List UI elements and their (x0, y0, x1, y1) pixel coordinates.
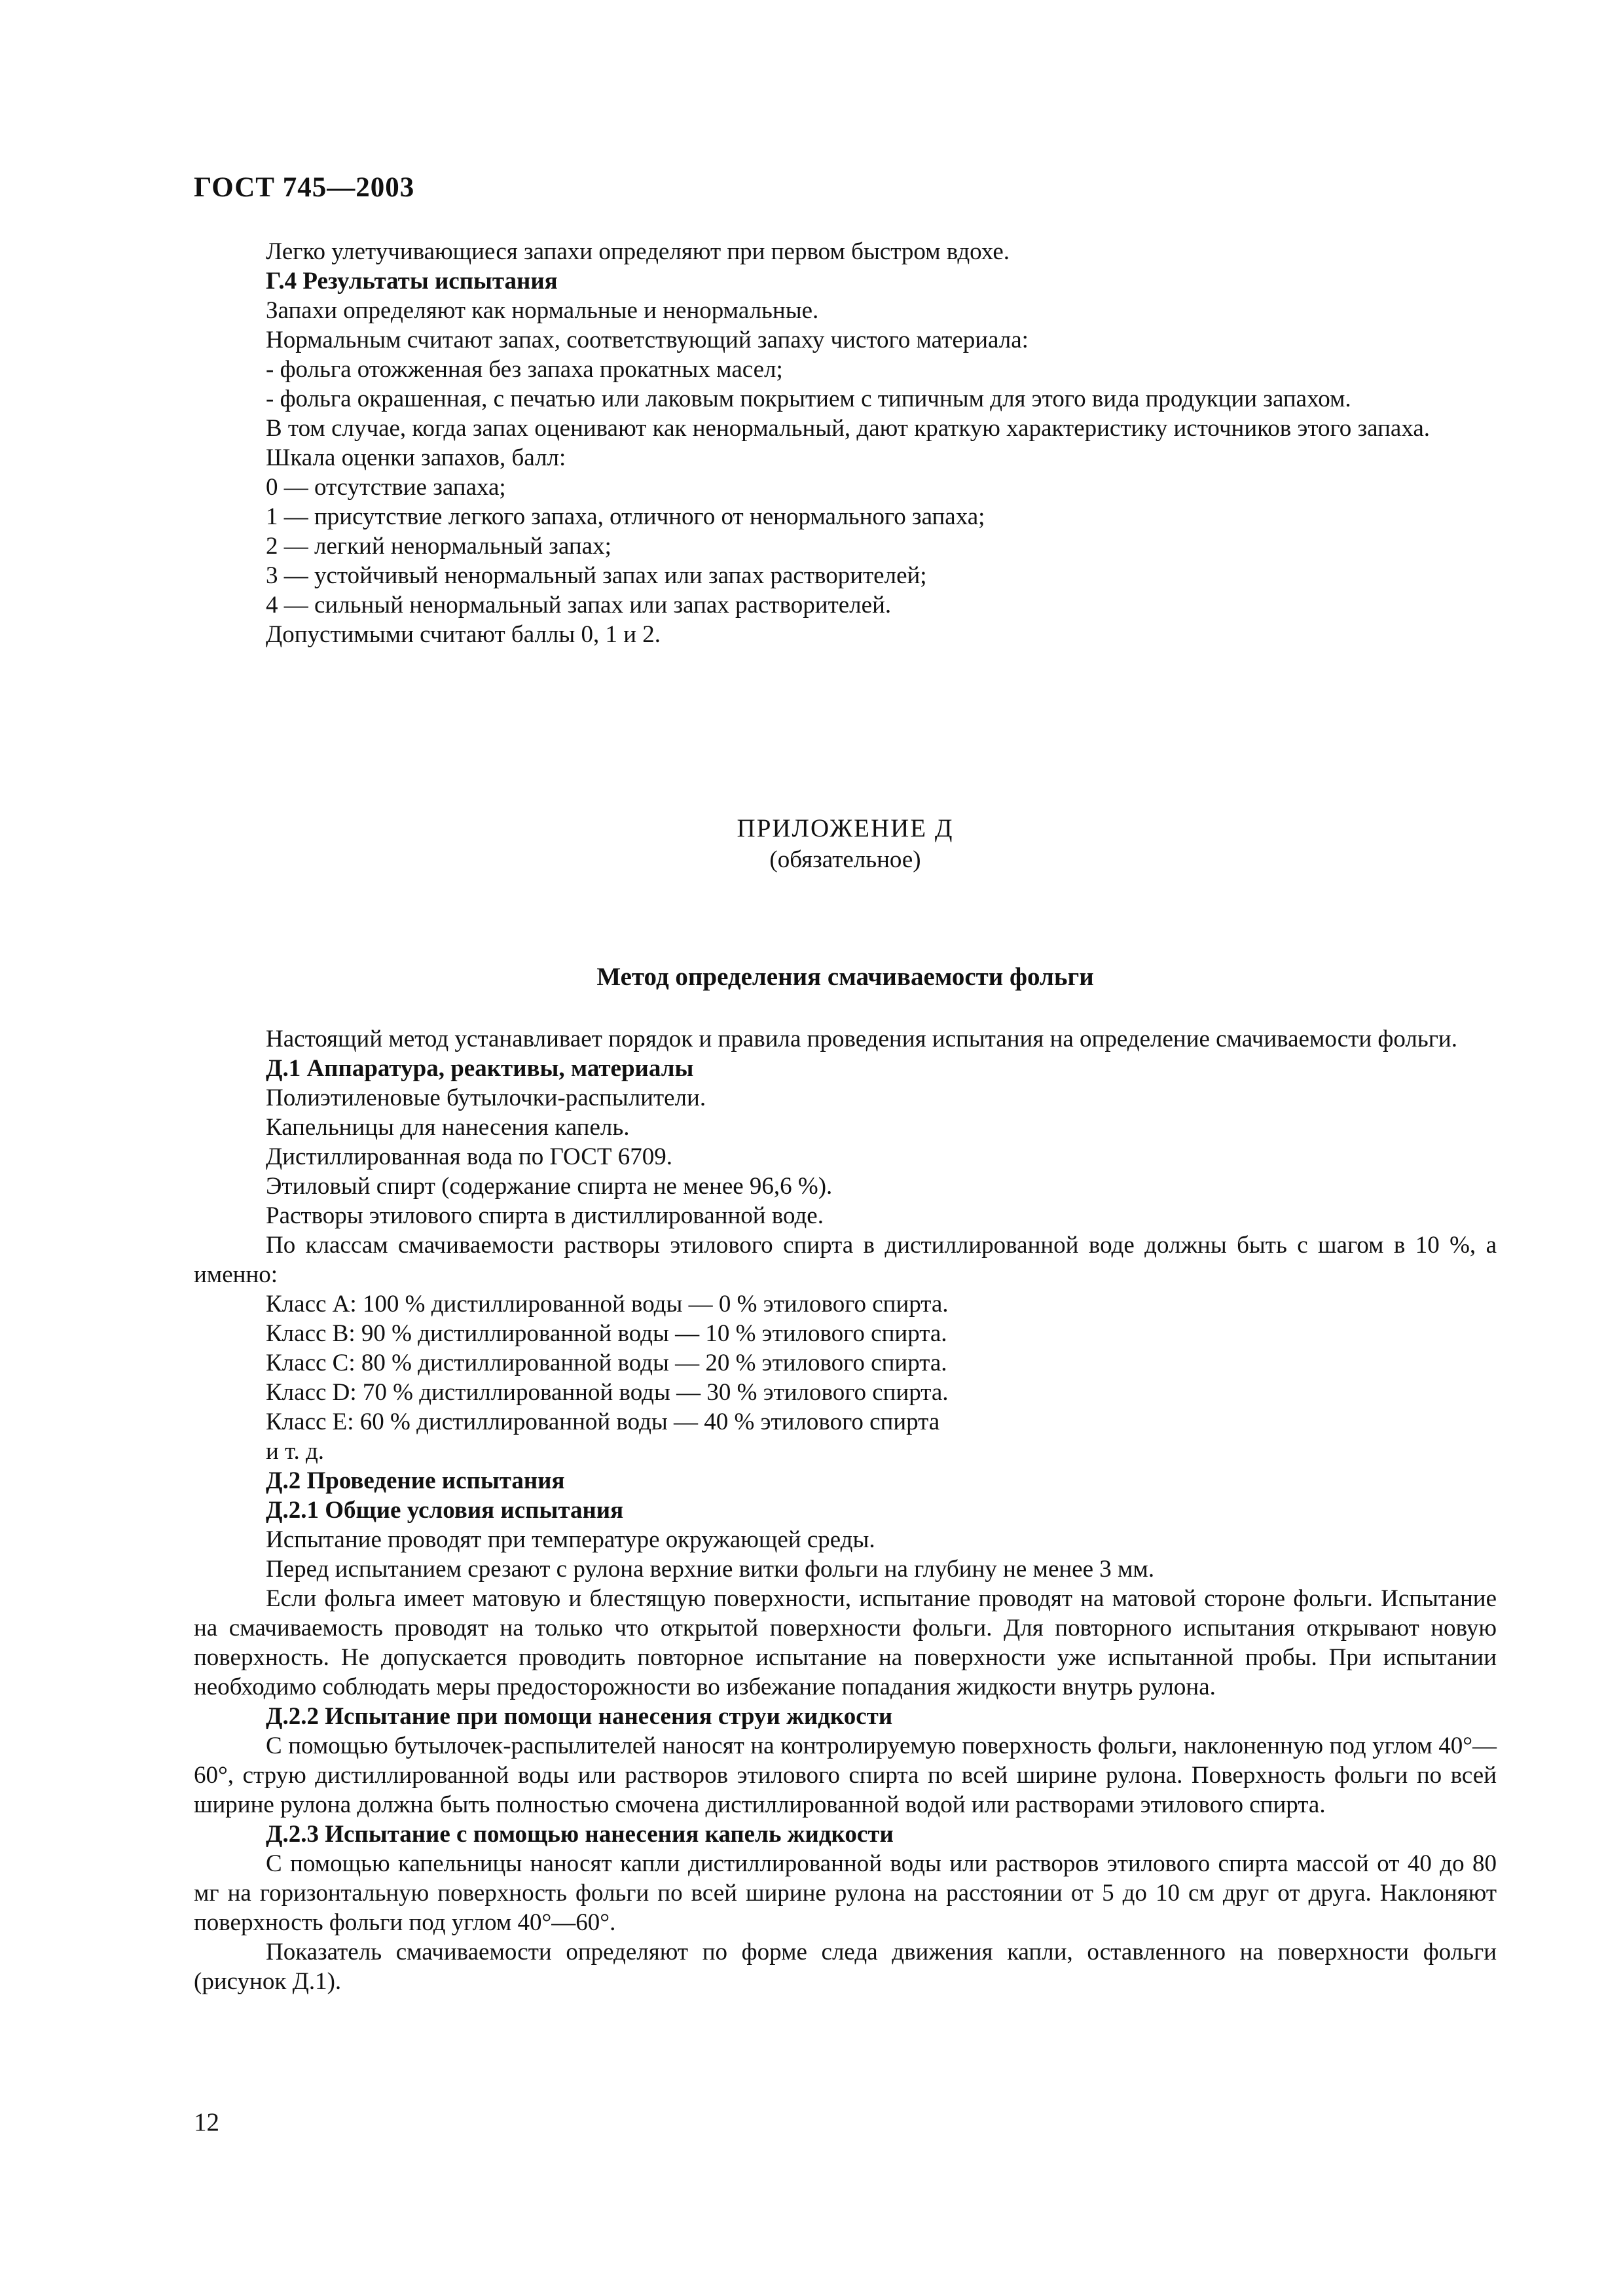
list-item: Растворы этилового спирта в дистиллированной воде. (266, 1202, 824, 1229)
list-item: Капельницы для нанесения капель. (266, 1114, 630, 1141)
paragraph: Допустимыми считают баллы 0, 1 и 2. (266, 621, 661, 648)
scale-item: 1 — присутствие легкого запаха, отличного от ненормального запаха; (266, 503, 985, 530)
class-item: Класс D: 70 % дистиллированной воды — 30 % этилового спирта. (266, 1379, 949, 1406)
scale-item: 2 — легкий ненормальный запах; (266, 533, 611, 560)
appendix-status: (обязательное) (769, 846, 921, 873)
page-number: 12 (194, 2108, 219, 2136)
scale-item: 3 — устойчивый ненормальный запах или запах растворителей; (266, 562, 927, 589)
heading-d1: Д.1 Аппаратура, реактивы, материалы (266, 1055, 694, 1082)
scale-item: 0 — отсутствие запаха; (266, 474, 506, 501)
method-title: Метод определения смачиваемости фольги (596, 963, 1094, 991)
paragraph: С помощью капельницы наносят капли дистиллированной воды или растворов этилового спирта массой от 40 до 80 мг на горизонтальную поверхность фольги по всей ширине рулона на расстоянии от 5 до 10 см друг от друга. Наклоняют поверхность фольги под углом 40°—60°. (194, 1850, 1497, 1936)
paragraph: С помощью бутылочек-распылителей наносят на контролируемую поверхность фольги, наклоненную под углом 40°—60°, струю дистиллированной воды или растворов этилового спирта по всей ширине рулона. Поверхность фольги по всей ширине рулона должна быть полностью смочена дистиллированной водой или растворами этилового спирта. (194, 1732, 1497, 1818)
heading-d21: Д.2.1 Общие условия испытания (266, 1497, 624, 1524)
heading-d22: Д.2.2 Испытание при помощи нанесения струи жидкости (266, 1703, 893, 1730)
paragraph: По классам смачиваемости растворы этилового спирта в дистиллированной воде должны быть с шагом в 10 %, а именно: (194, 1232, 1497, 1288)
list-item: Полиэтиленовые бутылочки-распылители. (266, 1085, 706, 1111)
paragraph: Перед испытанием срезают с рулона верхние витки фольги на глубину не менее 3 мм. (266, 1556, 1155, 1583)
class-item: Класс А: 100 % дистиллированной воды — 0 % этилового спирта. (266, 1291, 949, 1318)
paragraph: Запахи определяют как нормальные и ненормальные. (266, 297, 819, 324)
paragraph: Испытание проводят при температуре окружающей среды. (266, 1526, 875, 1553)
heading-d2: Д.2 Проведение испытания (266, 1467, 565, 1494)
list-item: - фольга окрашенная, с печатью или лаковым покрытием с типичным для этого вида продукции запахом. (266, 386, 1351, 412)
heading-d23: Д.2.3 Испытание с помощью нанесения капель жидкости (266, 1821, 894, 1848)
appendix-title: ПРИЛОЖЕНИЕ Д (737, 814, 954, 842)
paragraph: В том случае, когда запах оценивают как ненормальный, дают краткую характеристику источников этого запаха. (266, 415, 1431, 442)
class-item: Класс В: 90 % дистиллированной воды — 10 % этилового спирта. (266, 1320, 947, 1347)
class-item: и т. д. (266, 1438, 325, 1465)
list-item: Этиловый спирт (содержание спирта не менее 96,6 %). (266, 1173, 833, 1200)
document-id: ГОСТ 745—2003 (194, 172, 415, 203)
paragraph: Если фольга имеет матовую и блестящую поверхности, испытание проводят на матовой стороне фольги. Испытание на смачиваемость проводят на только что открытой поверхности фольги. Для повторного испытания открывают новую поверхность. Не допускается проводить повторное испытание на поверхности уже испытанной пробы. При испытании необходимо соблюдать меры предосторожности во избежание попадания жидкости внутрь рулона. (194, 1585, 1497, 1700)
paragraph: Легко улетучивающиеся запахи определяют при первом быстром вдохе. (266, 238, 1010, 265)
list-item: Дистиллированная вода по ГОСТ 6709. (266, 1143, 672, 1170)
list-item: - фольга отожженная без запаха прокатных масел; (266, 356, 783, 383)
heading-g4: Г.4 Результаты испытания (266, 268, 558, 295)
class-item: Класс Е: 60 % дистиллированной воды — 40 % этилового спирта (266, 1408, 940, 1435)
class-item: Класс С: 80 % дистиллированной воды — 20 % этилового спирта. (266, 1350, 947, 1376)
paragraph: Показатель смачиваемости определяют по форме следа движения капли, оставленного на поверхности фольги (рисунок Д.1). (194, 1939, 1497, 1995)
scale-item: 4 — сильный ненормальный запах или запах растворителей. (266, 592, 892, 619)
section-g-block (194, 237, 1497, 649)
paragraph: Настоящий метод устанавливает порядок и правила проведения испытания на определение смачиваемости фольги. (266, 1026, 1457, 1052)
section-d-block (194, 1024, 1497, 1996)
paragraph: Нормальным считают запах, соответствующий запаху чистого материала: (266, 327, 1029, 353)
scale-title: Шкала оценки запахов, балл: (266, 444, 566, 471)
